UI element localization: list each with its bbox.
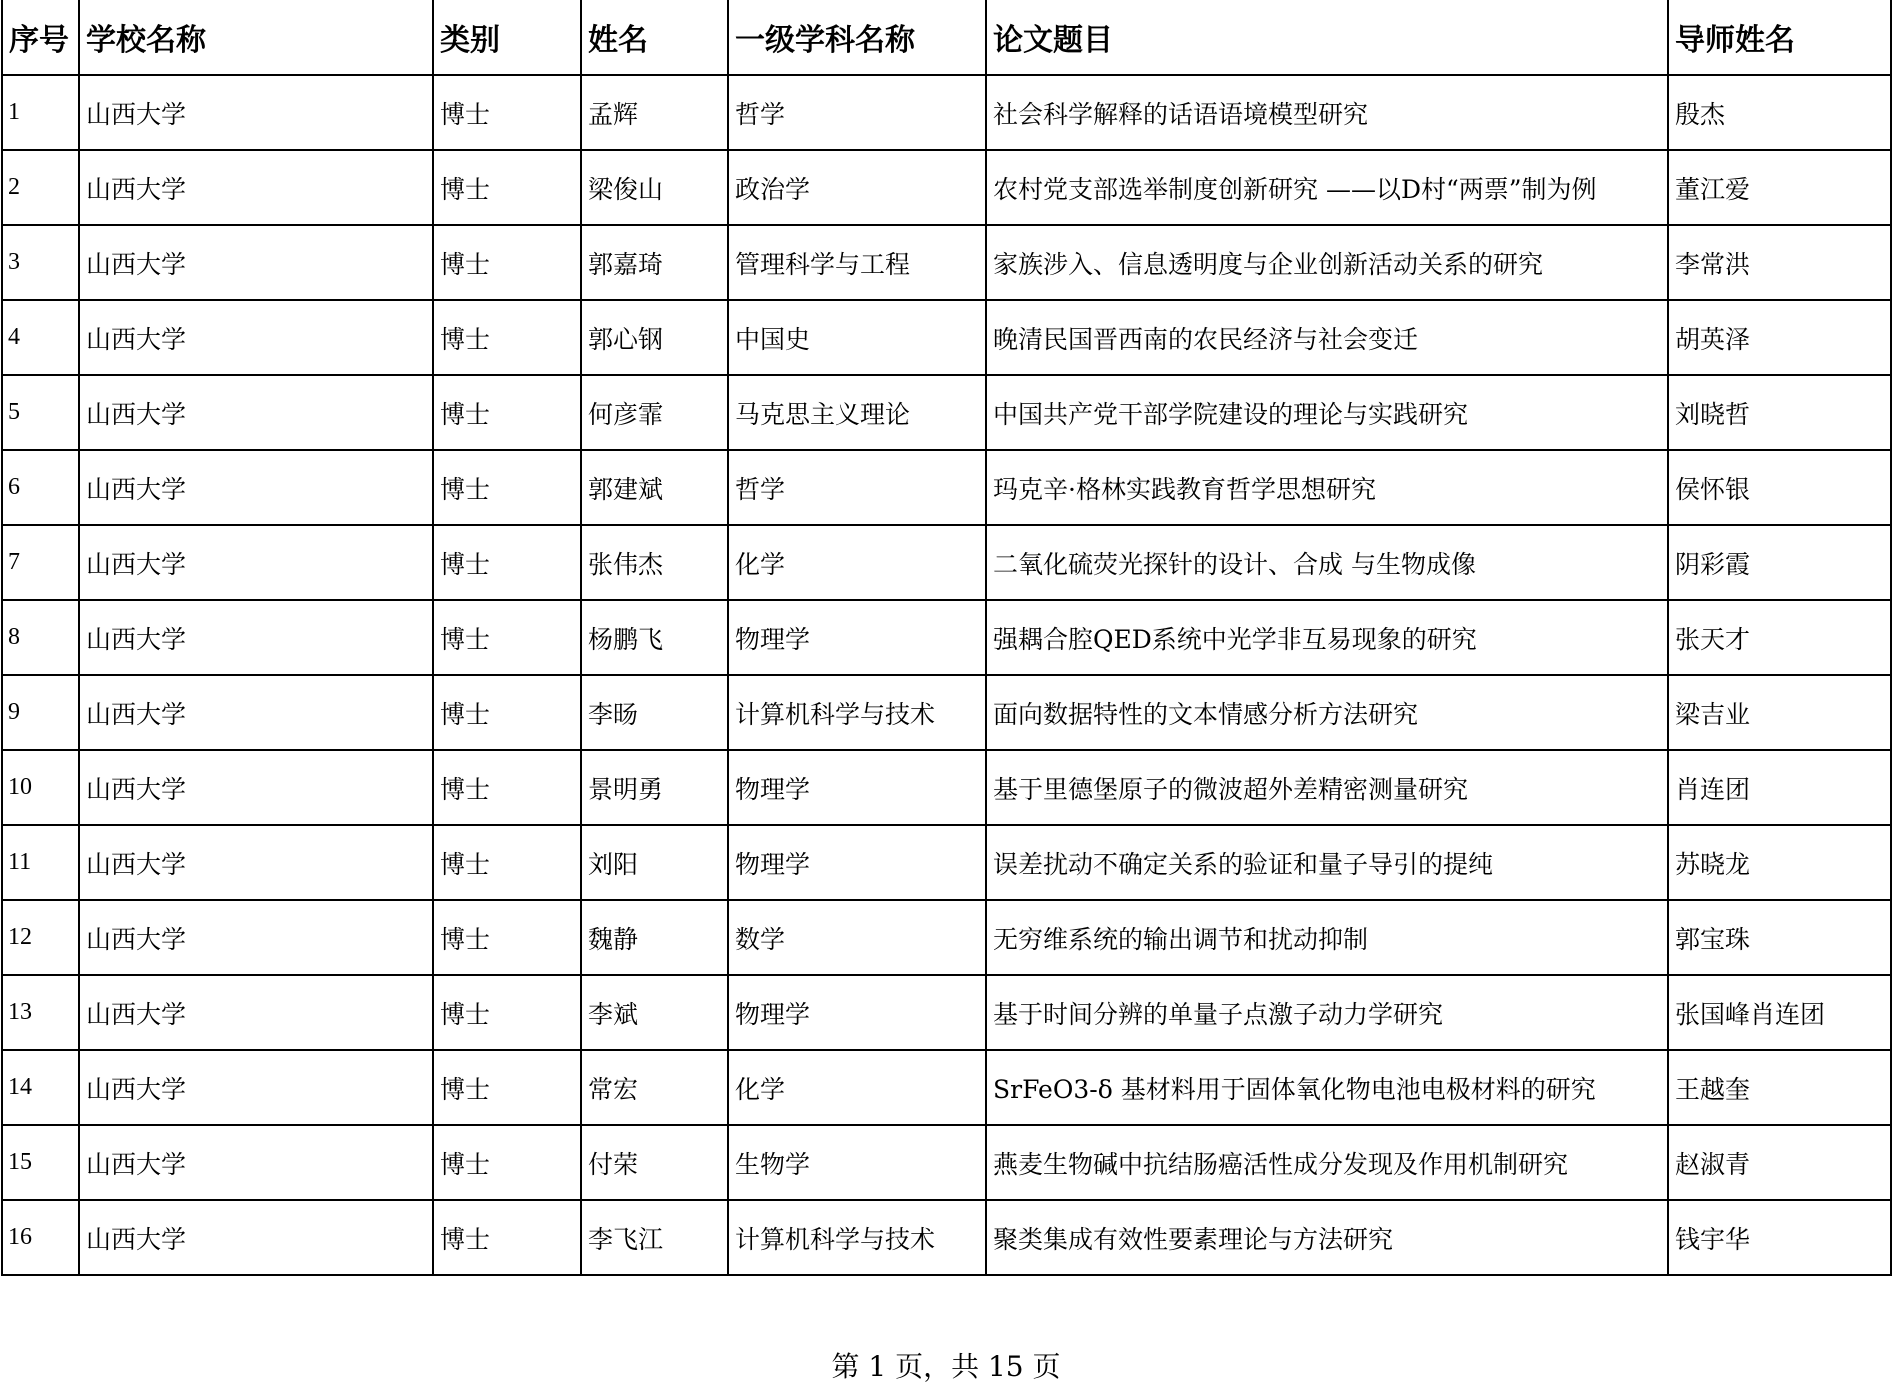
cell-title: 晚清民国晋西南的农民经济与社会变迁 [986,300,1668,375]
cell-title: 二氧化硫荧光探针的设计、合成 与生物成像 [986,525,1668,600]
cell-title: 强耦合腔QED系统中光学非互易现象的研究 [986,600,1668,675]
cell-name: 张伟杰 [581,525,728,600]
cell-title: 基于里德堡原子的微波超外差精密测量研究 [986,750,1668,825]
cell-school: 山西大学 [79,450,433,525]
cell-name: 梁俊山 [581,150,728,225]
table-row [2,750,1891,825]
cell-category: 博士 [433,600,581,675]
cell-title: 基于时间分辨的单量子点激子动力学研究 [986,975,1668,1050]
table-row [2,75,1891,150]
cell-advisor: 李常洪 [1668,225,1891,300]
cell-category: 博士 [433,1125,581,1200]
cell-seq: 2 [2,150,79,225]
cell-discipline: 马克思主义理论 [728,375,986,450]
cell-seq: 6 [2,450,79,525]
page-footer: 第 1 页，共 15 页 [831,1350,1061,1383]
cell-title: 面向数据特性的文本情感分析方法研究 [986,675,1668,750]
cell-discipline: 化学 [728,1050,986,1125]
cell-school: 山西大学 [79,600,433,675]
cell-discipline: 哲学 [728,75,986,150]
cell-discipline: 计算机科学与技术 [728,1200,986,1275]
cell-name: 刘阳 [581,825,728,900]
cell-category: 博士 [433,750,581,825]
cell-category: 博士 [433,975,581,1050]
table-row [2,675,1891,750]
cell-name: 李旸 [581,675,728,750]
cell-discipline: 物理学 [728,825,986,900]
cell-discipline: 物理学 [728,600,986,675]
cell-seq: 1 [2,75,79,150]
cell-advisor: 肖连团 [1668,750,1891,825]
header-category: 类别 [433,0,581,75]
thesis-table [1,0,1892,1276]
cell-title: 玛克辛·格林实践教育哲学思想研究 [986,450,1668,525]
cell-category: 博士 [433,375,581,450]
cell-school: 山西大学 [79,975,433,1050]
cell-name: 魏静 [581,900,728,975]
cell-title: 家族涉入、信息透明度与企业创新活动关系的研究 [986,225,1668,300]
cell-seq: 12 [2,900,79,975]
cell-title: 燕麦生物碱中抗结肠癌活性成分发现及作用机制研究 [986,1125,1668,1200]
cell-advisor: 董江爱 [1668,150,1891,225]
cell-name: 郭心钢 [581,300,728,375]
cell-category: 博士 [433,900,581,975]
cell-name: 孟辉 [581,75,728,150]
cell-school: 山西大学 [79,375,433,450]
cell-discipline: 管理科学与工程 [728,225,986,300]
cell-school: 山西大学 [79,1200,433,1275]
cell-seq: 7 [2,525,79,600]
cell-name: 杨鹏飞 [581,600,728,675]
cell-school: 山西大学 [79,300,433,375]
cell-name: 景明勇 [581,750,728,825]
cell-seq: 13 [2,975,79,1050]
table-row [2,450,1891,525]
table-row [2,825,1891,900]
table-row [2,600,1891,675]
cell-category: 博士 [433,150,581,225]
cell-name: 郭建斌 [581,450,728,525]
cell-advisor: 郭宝珠 [1668,900,1891,975]
cell-discipline: 化学 [728,525,986,600]
cell-seq: 14 [2,1050,79,1125]
cell-title: SrFeO3-δ 基材料用于固体氧化物电池电极材料的研究 [986,1050,1668,1125]
table-row [2,225,1891,300]
table-body [2,75,1891,1275]
cell-advisor: 张天才 [1668,600,1891,675]
cell-seq: 11 [2,825,79,900]
cell-discipline: 中国史 [728,300,986,375]
cell-seq: 5 [2,375,79,450]
cell-discipline: 物理学 [728,750,986,825]
cell-school: 山西大学 [79,1050,433,1125]
cell-seq: 3 [2,225,79,300]
cell-school: 山西大学 [79,75,433,150]
header-title: 论文题目 [986,0,1668,75]
header-seq: 序号 [2,0,79,75]
cell-title: 无穷维系统的输出调节和扰动抑制 [986,900,1668,975]
table-row [2,1050,1891,1125]
cell-school: 山西大学 [79,225,433,300]
cell-advisor: 王越奎 [1668,1050,1891,1125]
cell-advisor: 侯怀银 [1668,450,1891,525]
cell-school: 山西大学 [79,525,433,600]
cell-advisor: 钱宇华 [1668,1200,1891,1275]
cell-category: 博士 [433,825,581,900]
cell-school: 山西大学 [79,675,433,750]
table-row [2,975,1891,1050]
cell-name: 郭嘉琦 [581,225,728,300]
cell-title: 中国共产党干部学院建设的理论与实践研究 [986,375,1668,450]
cell-seq: 16 [2,1200,79,1275]
cell-advisor: 刘晓哲 [1668,375,1891,450]
cell-category: 博士 [433,1050,581,1125]
cell-seq: 4 [2,300,79,375]
cell-advisor: 胡英泽 [1668,300,1891,375]
cell-advisor: 阴彩霞 [1668,525,1891,600]
cell-discipline: 计算机科学与技术 [728,675,986,750]
table-header-row [2,0,1891,75]
cell-seq: 15 [2,1125,79,1200]
cell-discipline: 数学 [728,900,986,975]
cell-discipline: 生物学 [728,1125,986,1200]
cell-discipline: 哲学 [728,450,986,525]
cell-school: 山西大学 [79,150,433,225]
cell-seq: 8 [2,600,79,675]
table-row [2,300,1891,375]
header-discipline: 一级学科名称 [728,0,986,75]
cell-seq: 10 [2,750,79,825]
table-row [2,1125,1891,1200]
cell-title: 误差扰动不确定关系的验证和量子导引的提纯 [986,825,1668,900]
cell-advisor: 张国峰肖连团 [1668,975,1891,1050]
table-row [2,150,1891,225]
cell-category: 博士 [433,525,581,600]
cell-title: 社会科学解释的话语语境模型研究 [986,75,1668,150]
cell-advisor: 梁吉业 [1668,675,1891,750]
cell-category: 博士 [433,450,581,525]
cell-school: 山西大学 [79,750,433,825]
table-row [2,525,1891,600]
header-school: 学校名称 [79,0,433,75]
cell-name: 付荣 [581,1125,728,1200]
cell-category: 博士 [433,1200,581,1275]
cell-advisor: 赵淑青 [1668,1125,1891,1200]
table-row [2,1200,1891,1275]
cell-category: 博士 [433,675,581,750]
cell-discipline: 物理学 [728,975,986,1050]
cell-discipline: 政治学 [728,150,986,225]
cell-title: 农村党支部选举制度创新研究 ——以D村“两票”制为例 [986,150,1668,225]
cell-school: 山西大学 [79,1125,433,1200]
cell-name: 李斌 [581,975,728,1050]
cell-name: 何彦霏 [581,375,728,450]
cell-title: 聚类集成有效性要素理论与方法研究 [986,1200,1668,1275]
cell-school: 山西大学 [79,825,433,900]
cell-category: 博士 [433,75,581,150]
cell-seq: 9 [2,675,79,750]
cell-advisor: 殷杰 [1668,75,1891,150]
cell-category: 博士 [433,300,581,375]
cell-name: 常宏 [581,1050,728,1125]
cell-name: 李飞江 [581,1200,728,1275]
cell-advisor: 苏晓龙 [1668,825,1891,900]
header-name: 姓名 [581,0,728,75]
table-row [2,900,1891,975]
cell-school: 山西大学 [79,900,433,975]
cell-category: 博士 [433,225,581,300]
table-row [2,375,1891,450]
header-advisor: 导师姓名 [1668,0,1891,75]
